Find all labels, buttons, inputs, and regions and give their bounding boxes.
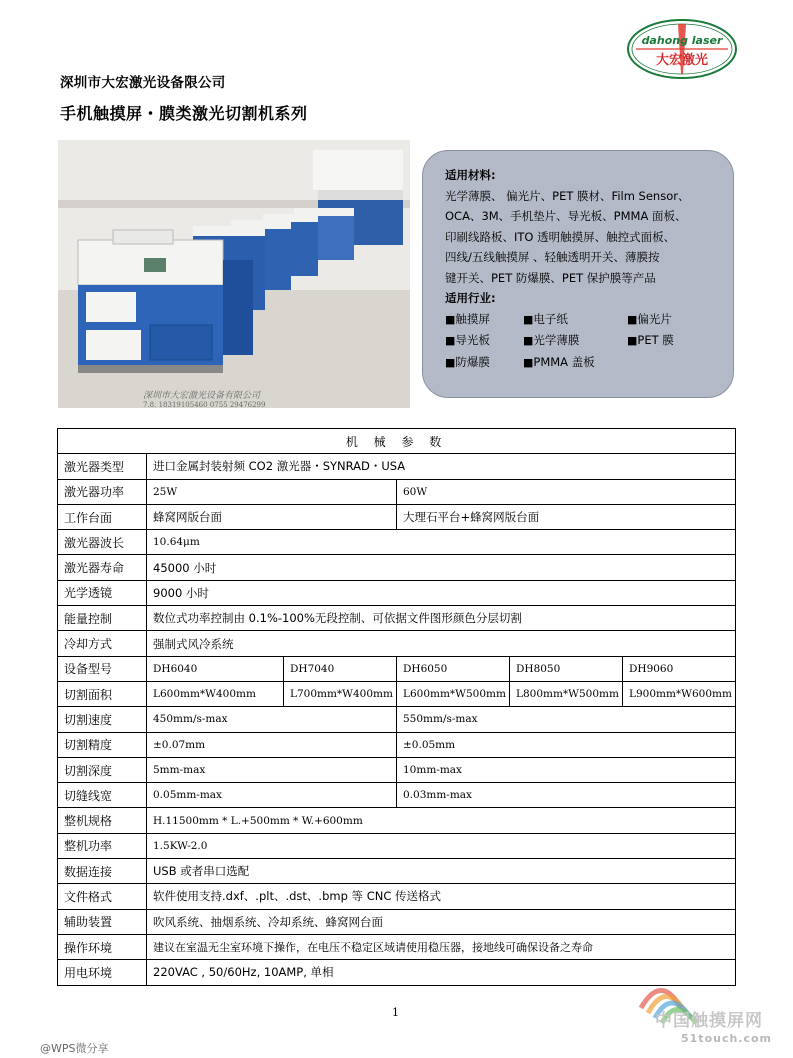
industry-item: ■ PMMA 盖板 xyxy=(523,352,627,374)
model-cell: DH8050 xyxy=(510,656,623,681)
company-name: 深圳市大宏激光设备限公司 xyxy=(60,75,226,91)
row-value: 5mm-max xyxy=(147,757,397,782)
logo-text-en: dahong laser xyxy=(641,34,723,47)
table-row xyxy=(58,656,736,681)
wps-badge[interactable]: @WPS微分享 xyxy=(40,1042,109,1055)
row-label: 冷却方式 xyxy=(58,631,147,656)
row-value: 550mm/s-max xyxy=(397,707,736,732)
row-value: 吹风系统、抽烟系统、冷却系统、蜂窝网台面 xyxy=(147,909,736,934)
row-value: 0.03mm-max xyxy=(397,783,736,808)
row-value: 60W xyxy=(397,479,736,504)
table-row xyxy=(58,429,736,454)
table-row xyxy=(58,681,736,706)
table-row xyxy=(58,555,736,580)
area-cell: L600mm*W500mm xyxy=(397,681,510,706)
row-value: 220VAC , 50/60Hz, 10AMP, 单相 xyxy=(147,960,736,985)
materials-line: 四线/五线触摸屏 、轻触透明开关、薄膜按 xyxy=(445,250,660,264)
table-row xyxy=(58,934,736,959)
table-row xyxy=(58,479,736,504)
row-value: 蜂窝网版台面 xyxy=(147,504,397,529)
table-row xyxy=(58,833,736,858)
row-value: 数位式功率控制由 0.1%-100%无段控制、可依据文件图形颜色分层切割 xyxy=(147,606,736,631)
row-label: 数据连接 xyxy=(58,859,147,884)
row-value: 大理石平台+蜂窝网版台面 xyxy=(397,504,736,529)
row-label: 设备型号 xyxy=(58,656,147,681)
table-row xyxy=(58,732,736,757)
photo-caption-line1: 深圳市大宏激光设备有限公司 xyxy=(143,391,261,401)
row-value: 进口金属封装射频 CO2 激光器・SYNRAD・USA xyxy=(147,454,736,479)
row-value: 1.5KW-2.0 xyxy=(147,833,736,858)
materials-line: OCA、3M、手机垫片、导光板、PMMA 面板、 xyxy=(445,209,687,223)
industry-title: 适用行业: xyxy=(445,291,496,305)
watermark-text-cn: 中国触摸屏网 xyxy=(655,1011,763,1031)
row-label: 切割精度 xyxy=(58,732,147,757)
materials-title: 适用材料: xyxy=(445,168,496,182)
model-cell: DH6040 xyxy=(147,656,284,681)
row-value: 软件使用支持.dxf、.plt、.dst、.bmp 等 CNC 传送格式 xyxy=(147,884,736,909)
table-row xyxy=(58,504,736,529)
spec-header: 机 械 参 数 xyxy=(58,429,736,454)
industry-item: ■ 防爆膜 xyxy=(445,352,523,374)
row-label: 文件格式 xyxy=(58,884,147,909)
row-label: 辅助装置 xyxy=(58,909,147,934)
table-row xyxy=(58,707,736,732)
table-row xyxy=(58,757,736,782)
industry-item: ■ 偏光片 xyxy=(627,309,717,331)
page-number: 1 xyxy=(392,1006,399,1019)
row-value: H.11500mm * L.+500mm * W.+600mm xyxy=(147,808,736,833)
row-value: ±0.07mm xyxy=(147,732,397,757)
area-cell: L800mm*W500mm xyxy=(510,681,623,706)
watermark-text-en: 51touch.com xyxy=(681,1032,773,1045)
table-row xyxy=(58,580,736,605)
row-value: 45000 小时 xyxy=(147,555,736,580)
row-label: 光学透镜 xyxy=(58,580,147,605)
industry-item: ■ PET 膜 xyxy=(627,330,717,352)
row-value: 25W xyxy=(147,479,397,504)
row-label: 操作环境 xyxy=(58,934,147,959)
area-cell: L900mm*W600mm xyxy=(623,681,736,706)
materials-line: 键开关、PET 防爆膜、PET 保护膜等产品 xyxy=(445,270,656,285)
table-row xyxy=(58,960,736,985)
company-logo xyxy=(626,18,738,80)
row-value: 强制式风冷系统 xyxy=(147,631,736,656)
table-row xyxy=(58,859,736,884)
table-row xyxy=(58,884,736,909)
row-label: 激光器波长 xyxy=(58,530,147,555)
area-cell: L700mm*W400mm xyxy=(284,681,397,706)
spec-table xyxy=(57,428,736,986)
materials-line: 印刷线路板、ITO 透明触摸屏、触控式面板、 xyxy=(445,229,676,244)
row-value: USB 或者串口选配 xyxy=(147,859,736,884)
industry-item: ■ 电子纸 xyxy=(523,309,627,331)
row-value: 10.64μm xyxy=(147,530,736,555)
model-cell: DH7040 xyxy=(284,656,397,681)
table-row xyxy=(58,808,736,833)
row-label: 切割深度 xyxy=(58,757,147,782)
table-row xyxy=(58,909,736,934)
materials-box xyxy=(422,150,734,398)
row-value: 建议在室温无尘室环境下操作，在电压不稳定区域请使用稳压器，接地线可确保设备之寿命 xyxy=(147,934,736,959)
product-photo xyxy=(58,140,410,408)
table-row xyxy=(58,606,736,631)
row-label: 激光器寿命 xyxy=(58,555,147,580)
row-label: 能量控制 xyxy=(58,606,147,631)
table-row xyxy=(58,783,736,808)
table-row xyxy=(58,631,736,656)
industry-item: ■ 导光板 xyxy=(445,330,523,352)
row-value: 0.05mm-max xyxy=(147,783,397,808)
area-cell: L600mm*W400mm xyxy=(147,681,284,706)
logo-text-cn: 大宏激光 xyxy=(655,53,709,68)
row-value: ±0.05mm xyxy=(397,732,736,757)
row-value: 10mm-max xyxy=(397,757,736,782)
photo-caption-line2: 7.8. 18319105460 0755 29476299 xyxy=(143,401,266,408)
row-label: 激光器类型 xyxy=(58,454,147,479)
row-label: 切缝线宽 xyxy=(58,783,147,808)
materials-line: 光学薄膜、 偏光片、PET 膜材、Film Sensor、 xyxy=(445,188,690,203)
row-label: 整机功率 xyxy=(58,833,147,858)
row-label: 切割面积 xyxy=(58,681,147,706)
industry-list xyxy=(445,309,719,374)
model-cell: DH6050 xyxy=(397,656,510,681)
row-label: 整机规格 xyxy=(58,808,147,833)
industry-item: ■ 光学薄膜 xyxy=(523,330,627,352)
row-label: 用电环境 xyxy=(58,960,147,985)
row-label: 工作台面 xyxy=(58,504,147,529)
row-label: 激光器功率 xyxy=(58,479,147,504)
table-row xyxy=(58,530,736,555)
model-cell: DH9060 xyxy=(623,656,736,681)
row-value: 450mm/s-max xyxy=(147,707,397,732)
industry-item: ■ 触摸屏 xyxy=(445,309,523,331)
row-value: 9000 小时 xyxy=(147,580,736,605)
table-row xyxy=(58,454,736,479)
row-label: 切割速度 xyxy=(58,707,147,732)
series-title: 手机触摸屏・膜类激光切割机系列 xyxy=(60,104,308,123)
